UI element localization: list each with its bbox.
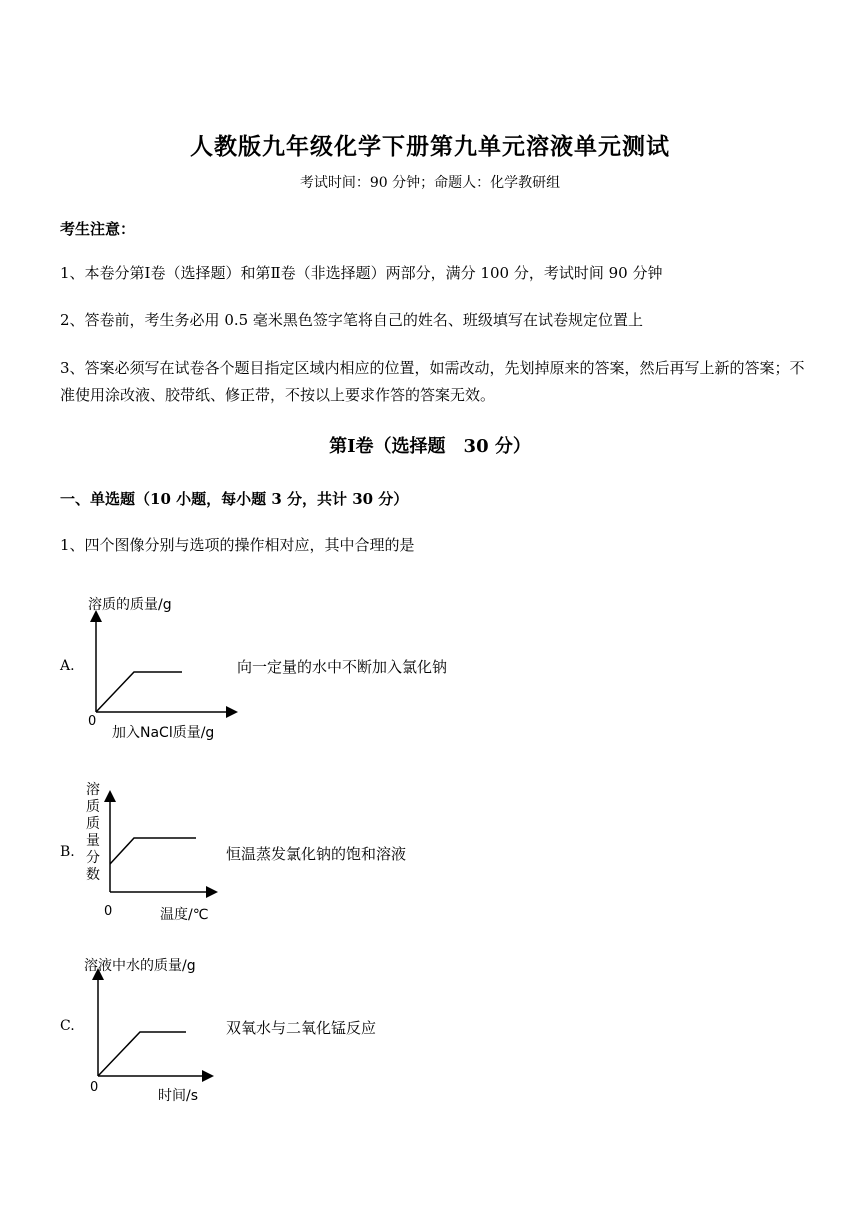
graph-b-origin: 0 xyxy=(104,904,113,919)
option-a-letter: A. xyxy=(60,658,75,674)
graph-b-ylabel-char: 量 xyxy=(86,833,100,849)
graph-c-ylabel: 溶液中水的质量/g xyxy=(84,958,196,974)
graph-a xyxy=(84,608,244,728)
option-b-letter: B. xyxy=(60,844,75,860)
graph-b-ylabel-char: 分 xyxy=(86,850,100,866)
option-c-text: 双氧水与二氧化锰反应 xyxy=(226,1019,377,1037)
option-b-text: 恒温蒸发氯化钠的饱和溶液 xyxy=(226,845,407,863)
notice-item-2: 2、答卷前，考生务必用 0.5 毫米黑色签字笔将自己的姓名、班级填写在试卷规定位置上 xyxy=(60,311,643,329)
notice-item-3: 3、答案必须写在试卷各个题目指定区域内相应的位置，如需改动，先划掉原来的答案，然后再写上新的答案；不准使用涂改液、胶带纸、修正带，不按以上要求作答的答案无效。 xyxy=(60,359,805,404)
graph-c-xlabel: 时间/s xyxy=(158,1088,199,1104)
page-title: 人教版九年级化学下册第九单元溶液单元测试 xyxy=(190,133,670,160)
graph-c xyxy=(86,966,216,1086)
graph-b-ylabel-char: 溶 xyxy=(86,782,100,798)
graph-b-xlabel: 温度/℃ xyxy=(160,907,209,923)
graph-a-curve xyxy=(96,672,182,712)
notice-item-1: 1、本卷分第Ⅰ卷（选择题）和第Ⅱ卷（非选择题）两部分，满分 100 分，考试时间 90 分钟 xyxy=(60,264,663,282)
graph-c-curve xyxy=(98,1032,186,1076)
graph-b-ylabel-char: 质 xyxy=(86,816,100,832)
graph-a-origin: 0 xyxy=(88,714,97,729)
question-stem: 1、四个图像分别与选项的操作相对应，其中合理的是 xyxy=(60,536,415,554)
notice-heading: 考生注意： xyxy=(60,220,136,238)
graph-c-origin: 0 xyxy=(90,1080,99,1095)
graph-b-ylabel-char: 数 xyxy=(86,867,100,883)
exam-info: 考试时间：90 分钟；命题人：化学教研组 xyxy=(299,175,561,191)
graph-b-ylabel-char: 质 xyxy=(86,799,100,815)
option-a-text: 向一定量的水中不断加入氯化钠 xyxy=(237,658,448,676)
graph-a-xlabel: 加入NaCl质量/g xyxy=(112,725,215,741)
graph-a-ylabel: 溶质的质量/g xyxy=(88,597,172,613)
graph-b-curve xyxy=(110,838,196,864)
section-heading: 一、单选题（10 小题，每小题 3 分，共计 30 分） xyxy=(60,490,409,508)
part-title: 第Ⅰ卷（选择题 30 分） xyxy=(329,436,531,457)
graph-b xyxy=(100,788,220,898)
option-c-letter: C. xyxy=(60,1018,75,1034)
